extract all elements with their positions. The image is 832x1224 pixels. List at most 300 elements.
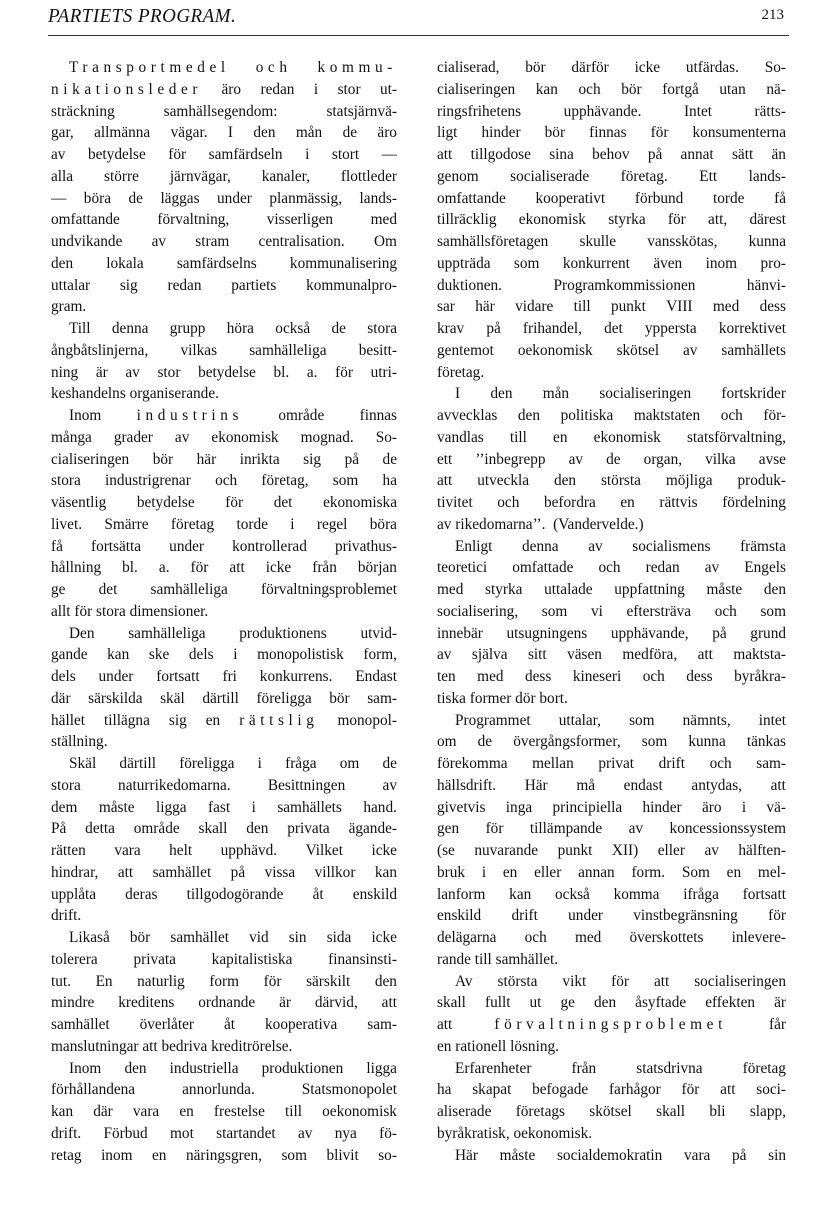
word: förhållandena: [51, 1081, 136, 1099]
word: Programkommissionen: [553, 276, 696, 294]
word: rationell: [451, 1037, 507, 1055]
word: för: [263, 972, 282, 990]
word: därför: [571, 59, 609, 76]
running-head-title: PARTIETS PROGRAM.: [48, 5, 237, 27]
word: dimensioner.: [125, 602, 209, 620]
text-line: [51, 253, 397, 275]
word: hindrar,: [51, 863, 99, 881]
word: So-: [375, 428, 397, 446]
word: enskild: [352, 885, 397, 903]
word: skall: [656, 1103, 686, 1120]
word: undvikande: [51, 233, 123, 250]
word: torde: [712, 189, 745, 207]
word: den: [374, 972, 397, 990]
word: stor: [337, 80, 361, 98]
word: och: [598, 559, 621, 577]
word: från: [312, 559, 337, 577]
word: Vilket: [305, 842, 343, 859]
emphasized-word: industrins: [136, 407, 243, 424]
text-line: [51, 340, 397, 362]
word: Av: [455, 972, 473, 990]
word: utveckla: [477, 472, 530, 490]
word: under: [169, 537, 205, 555]
word: och: [642, 668, 665, 685]
word: mellan: [532, 755, 574, 772]
text-line: [437, 840, 786, 862]
word: av: [297, 1124, 313, 1142]
word: So-: [764, 59, 786, 76]
text-line: [437, 688, 786, 710]
word: delägarna: [437, 929, 497, 946]
word: på: [712, 624, 727, 642]
word: vä-: [766, 798, 786, 816]
word: de: [606, 450, 621, 468]
word: skall: [437, 994, 466, 1012]
word: och: [497, 494, 520, 511]
word: Till: [69, 320, 91, 337]
word: behov: [592, 146, 630, 163]
text-line: [437, 710, 786, 732]
text-line: [51, 209, 397, 231]
word: kan: [535, 80, 558, 98]
word: redan: [645, 559, 680, 577]
word: föreligga: [179, 755, 235, 772]
word: skapat: [472, 1081, 512, 1099]
text-line: [437, 862, 786, 884]
word: allt: [51, 602, 71, 620]
word: dem: [51, 798, 78, 816]
word: gen: [437, 820, 460, 838]
text-line: [51, 1145, 397, 1167]
word: VIII: [666, 298, 693, 316]
word: tiska: [437, 689, 466, 707]
word: den: [517, 407, 540, 424]
word: punkt: [611, 298, 646, 316]
word: eller: [534, 863, 562, 881]
text-line: [51, 536, 397, 558]
word: styrka: [608, 211, 646, 229]
word: övergångsformer,: [513, 733, 621, 751]
word: inlevere-: [731, 929, 786, 946]
word: i: [290, 515, 295, 533]
text-line: [437, 427, 786, 449]
word: aliserade: [437, 1103, 492, 1120]
text-line: [437, 557, 786, 579]
word: därvid,: [314, 994, 358, 1012]
word: av: [125, 363, 140, 381]
word: företag: [742, 1059, 786, 1077]
word: vissa: [264, 863, 296, 881]
word: mån: [542, 385, 570, 403]
word: organ,: [643, 450, 683, 468]
text-line: [437, 1145, 786, 1167]
word: fast: [208, 798, 231, 816]
word: bör: [621, 80, 642, 98]
word: befogade: [532, 1081, 589, 1099]
word: ge: [51, 581, 66, 598]
word: retag: [51, 1146, 82, 1164]
text-line: [51, 101, 397, 123]
word: ifråga: [683, 885, 719, 903]
word: visserligen: [266, 211, 334, 229]
word: privathus-: [334, 537, 397, 555]
word: lösning.: [506, 1037, 559, 1055]
word: frihandel,: [522, 320, 582, 337]
word: mindre: [51, 994, 95, 1012]
word: ekonomisk: [211, 428, 279, 446]
page-number: 213: [761, 7, 784, 23]
emphasized-word: förvaltningsproblemet: [494, 1016, 727, 1033]
text-line: [437, 405, 786, 427]
word: en: [620, 494, 635, 511]
text-line: [437, 492, 786, 514]
word: sätt: [731, 146, 754, 163]
text-line: [51, 688, 397, 710]
word: bör: [152, 450, 174, 468]
word: vikt: [562, 972, 587, 990]
word: bedriva: [157, 1037, 208, 1055]
word: hällsdrift.: [437, 776, 497, 794]
word: och: [720, 407, 743, 424]
word: för: [70, 602, 93, 620]
word: upphävande.: [563, 102, 642, 120]
word: statsjärnvä-: [326, 102, 397, 120]
text-line: [437, 775, 786, 797]
text-line: [51, 884, 397, 906]
word: bruk: [437, 863, 466, 881]
word: höra: [226, 320, 254, 337]
word: enskild: [437, 907, 482, 925]
word: i: [481, 863, 487, 881]
word: socialdemokratin: [556, 1146, 663, 1164]
word: antydas,: [691, 776, 742, 794]
word: drift: [511, 907, 538, 925]
header-rule: [48, 35, 789, 37]
word: en: [152, 1146, 167, 1164]
word: dess: [524, 668, 552, 685]
word: icke: [634, 59, 661, 76]
word: fri: [222, 668, 237, 685]
word: privata: [133, 950, 176, 968]
word: inga: [505, 798, 533, 816]
text-line: [51, 144, 397, 166]
text-line: [437, 949, 786, 971]
word: att: [697, 646, 713, 664]
word: vara: [684, 1146, 711, 1164]
word: dess: [686, 668, 713, 685]
word: fortsatt: [156, 668, 200, 685]
word: för: [335, 363, 353, 381]
word: även: [653, 254, 683, 272]
word: fortsätta: [90, 537, 142, 555]
word: med: [712, 298, 740, 316]
word: ha: [437, 1081, 452, 1099]
text-line: [51, 644, 397, 666]
text-line: [51, 470, 397, 492]
word: Om: [374, 233, 397, 250]
word: samhället: [170, 929, 229, 946]
text-line: [437, 514, 786, 536]
word: annorlunda.: [182, 1081, 255, 1099]
word: samhällets: [277, 798, 342, 816]
word: redan: [260, 80, 295, 98]
word: för: [667, 211, 686, 229]
word: oekonomisk.: [509, 1124, 593, 1142]
word: därest: [749, 211, 786, 229]
word: denna: [111, 320, 149, 337]
word: statsdrivna: [636, 1059, 703, 1077]
text-line: [437, 144, 786, 166]
word: måste: [98, 798, 135, 816]
word: ordnande: [198, 994, 256, 1012]
word: böra: [369, 515, 397, 533]
word: bl.: [273, 363, 290, 381]
word: en: [179, 1103, 194, 1120]
word: krav: [437, 320, 465, 337]
word: tillämpande: [529, 820, 603, 838]
text-line: [51, 122, 397, 144]
word: rättvis: [659, 494, 698, 511]
word: samfärdseln: [208, 146, 283, 163]
word: ligga: [366, 1059, 397, 1077]
word: ligt: [437, 124, 458, 142]
word: omfattande: [51, 211, 120, 229]
word: sida: [326, 929, 352, 946]
word: ekonomisk: [593, 428, 661, 446]
word: kapitalistiska: [211, 950, 293, 968]
word: stora: [51, 472, 81, 490]
word: företag.: [620, 167, 668, 185]
word: Förbud: [103, 1124, 148, 1142]
word: företag.: [437, 363, 485, 381]
word: icke: [265, 559, 292, 577]
word: Endast: [355, 668, 397, 685]
text-line: [51, 188, 397, 210]
word: en: [553, 428, 568, 446]
word: teoretici: [437, 559, 488, 577]
word: för: [611, 972, 630, 990]
word: oekonomisk: [322, 1103, 397, 1120]
word: ägande-: [348, 820, 397, 838]
word: samhället: [51, 1016, 110, 1033]
text-line: [51, 601, 397, 623]
word: pro-: [760, 254, 786, 272]
text-line: [437, 340, 786, 362]
text-line: [437, 1101, 786, 1123]
word: till: [470, 950, 492, 968]
word: till: [573, 298, 591, 316]
word: Den: [69, 624, 95, 642]
word: avse: [758, 450, 786, 468]
text-line: [437, 971, 786, 993]
text-line: [437, 927, 786, 949]
word: stort: [331, 146, 360, 163]
text-line: [51, 797, 397, 819]
word: få: [51, 537, 63, 555]
word: rätts-: [754, 102, 786, 120]
word: vinstbegränsning: [633, 907, 738, 925]
word: rande: [437, 950, 471, 968]
word: a.: [306, 363, 318, 381]
word: politiska: [560, 407, 614, 424]
word: Ett: [699, 167, 718, 185]
word: produktionens: [239, 624, 327, 642]
word: drift: [658, 755, 685, 772]
word: Som: [681, 863, 710, 881]
word: om: [339, 755, 360, 772]
text-line: [51, 949, 397, 971]
word: under: [98, 668, 134, 685]
word: som: [332, 472, 359, 490]
word: fortskrider: [721, 385, 786, 403]
word: vägar.: [170, 124, 208, 142]
word: stor: [157, 363, 181, 381]
word: böra: [83, 189, 111, 207]
word: naturlig: [137, 972, 185, 990]
text-line: [437, 536, 786, 558]
text-line: [51, 623, 397, 645]
word: att,: [708, 211, 728, 229]
word: farhågor: [608, 1081, 661, 1099]
word: rätten: [51, 842, 86, 859]
word: sig: [303, 450, 322, 468]
text-column-left: [51, 57, 397, 1166]
word: grupp: [169, 320, 206, 337]
word: deras: [125, 885, 158, 903]
word: Erfarenheter: [455, 1059, 532, 1077]
word: gentemot: [437, 341, 494, 359]
word: uttalar: [51, 276, 91, 294]
word: överlåter: [139, 1016, 194, 1033]
word: på: [732, 1146, 747, 1164]
word: av: [588, 537, 603, 555]
word: styrka: [485, 581, 523, 598]
word: område: [278, 407, 325, 424]
word: uppträda: [437, 254, 491, 272]
text-line: [437, 209, 786, 231]
word: nuvarande: [474, 842, 539, 859]
word: yppersta: [644, 320, 697, 337]
word: den: [553, 472, 577, 490]
word: i: [313, 80, 319, 98]
word: icke: [371, 929, 397, 946]
word: dels: [188, 646, 214, 664]
text-line: [437, 644, 786, 666]
text-line: [437, 296, 786, 318]
word: frestelse: [213, 1103, 265, 1120]
word: att: [229, 559, 245, 577]
word: inom: [705, 254, 738, 272]
word: slapp,: [749, 1103, 786, 1120]
word: maktstaten: [633, 407, 701, 424]
word: koncessionssystem: [669, 820, 786, 838]
word: industrigrenar: [105, 472, 191, 490]
word: bör: [525, 59, 546, 76]
word: keshandelns: [51, 385, 126, 403]
word: manslutningar: [51, 1037, 139, 1055]
word: skulle: [579, 233, 617, 250]
word: maktsta-: [733, 646, 786, 664]
word: i: [305, 146, 310, 163]
word: största: [600, 472, 641, 490]
text-line: [437, 57, 786, 79]
word: den: [51, 254, 74, 272]
word: utan: [719, 80, 746, 98]
word: ut-: [379, 80, 397, 98]
word: bl.: [122, 559, 138, 577]
word: befordra: [543, 494, 596, 511]
word: betydelse: [198, 363, 256, 381]
word: form: [209, 972, 240, 990]
word: i: [251, 798, 256, 816]
word: uppfattning: [614, 581, 685, 598]
word: hinder: [642, 798, 682, 816]
text-line: [437, 1058, 786, 1080]
word: att: [117, 863, 134, 881]
word: för: [650, 124, 669, 142]
text-line: [437, 579, 786, 601]
word: ett: [437, 450, 453, 468]
word: industriella: [169, 1059, 239, 1077]
word: icke: [371, 842, 397, 859]
text-line: [51, 731, 397, 753]
word: att: [381, 994, 397, 1012]
word: (Vandervelde.): [545, 515, 644, 533]
text-line: [437, 1079, 786, 1101]
word: lanform: [437, 885, 486, 903]
word: samhälleliga: [150, 581, 228, 598]
word: samfärdselns: [176, 254, 257, 272]
word: företags: [515, 1103, 565, 1120]
word: sam-: [756, 755, 786, 772]
word: so-: [378, 1146, 397, 1164]
word: I: [227, 124, 234, 142]
word: inom: [101, 1146, 133, 1164]
word: de: [128, 189, 143, 207]
word: skall: [198, 820, 228, 838]
word: än: [771, 146, 786, 163]
word: lands-: [359, 189, 397, 207]
word: kreditens: [118, 994, 175, 1012]
word: av: [437, 515, 452, 533]
word: mel-: [757, 863, 786, 881]
text-line: [51, 579, 397, 601]
text-line: [51, 79, 397, 101]
word: samhällsföretagen: [437, 233, 549, 250]
word: lands-: [748, 167, 786, 185]
word: på: [344, 450, 360, 468]
word: särskilda: [88, 689, 143, 707]
word: eftersträva: [626, 602, 692, 620]
text-line: [437, 79, 786, 101]
word: upplåta: [51, 885, 97, 903]
text-line: [437, 318, 786, 340]
word: fullt: [484, 994, 511, 1012]
word: att: [437, 146, 453, 163]
word: produk-: [737, 472, 786, 490]
word: Enligt: [455, 537, 493, 555]
word: redan: [167, 276, 202, 294]
word: naturrikedomarna.: [118, 776, 231, 794]
word: för: [190, 559, 209, 577]
word: det: [273, 494, 293, 511]
word: åt: [223, 1016, 236, 1033]
word: sig: [119, 276, 138, 294]
text-line: [437, 253, 786, 275]
word: hållning: [51, 559, 102, 577]
word: område: [133, 820, 180, 838]
word: sin: [768, 1146, 786, 1164]
